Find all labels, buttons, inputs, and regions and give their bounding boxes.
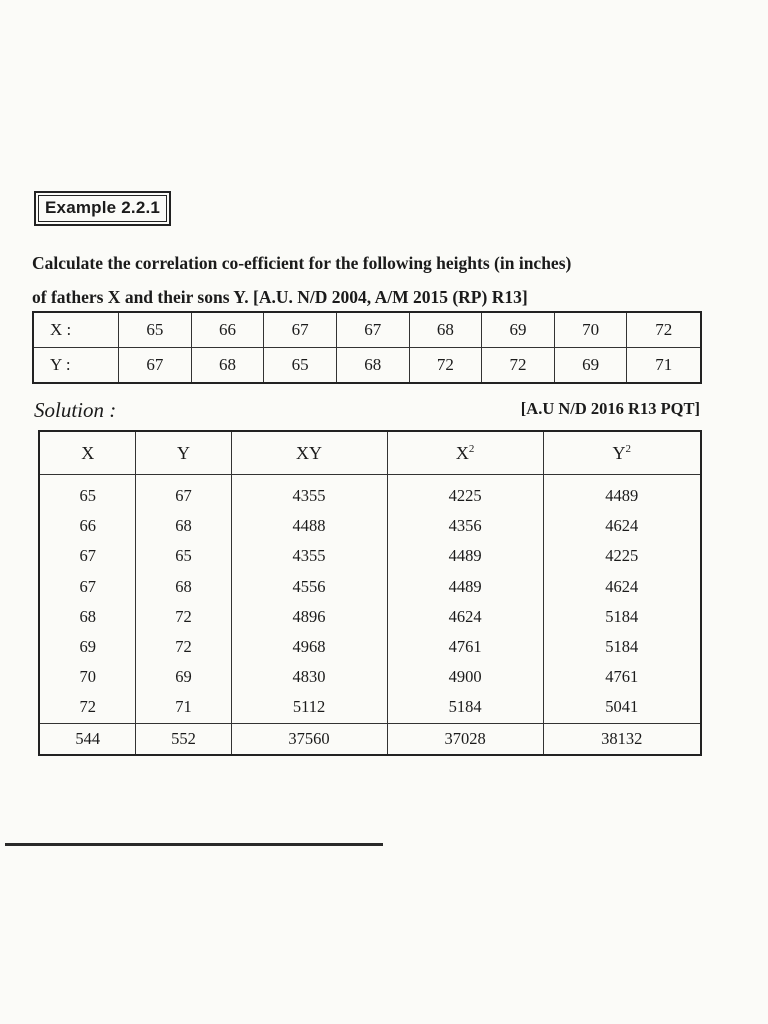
table-cell: 4556 [231,572,387,602]
problem-line-2: of fathers X and their sons Y. [A.U. N/D 2004, A/M 2015 (RP) R13] [32,287,528,307]
total-cell: 38132 [543,723,701,755]
table-cell: 67 [39,541,136,571]
table-cell: 4489 [387,541,543,571]
total-cell: 552 [136,723,231,755]
header-row [39,431,701,475]
data-row-y [33,348,701,384]
table-cell: 72 [136,632,231,662]
total-cell: 544 [39,723,136,755]
table-cell: 4896 [231,602,387,632]
column-header-x: X [39,431,136,475]
table-row [39,541,701,571]
data-cell: 69 [554,348,627,384]
calc-table-body [39,475,701,724]
column-header-xy: XY [231,431,387,475]
table-cell: 4830 [231,662,387,692]
example-label: Example 2.2.1 [38,195,167,222]
table-cell: 4900 [387,662,543,692]
table-cell: 69 [39,632,136,662]
table-cell: 5041 [543,692,701,723]
table-cell: 4488 [231,511,387,541]
solution-reference: [A.U N/D 2016 R13 PQT] [520,399,700,418]
table-cell: 68 [136,572,231,602]
total-cell: 37560 [231,723,387,755]
data-cell: 68 [409,312,482,348]
data-cell: 68 [336,348,409,384]
data-cell: 67 [264,312,337,348]
table-cell: 4355 [231,475,387,512]
table-cell: 4225 [543,541,701,571]
column-header-y-squared: $Y^2$ [543,431,701,475]
data-row-x [33,312,701,348]
table-cell: 69 [136,662,231,692]
heights-data-table [32,311,702,384]
table-cell: 67 [136,475,231,512]
row-label: Y : [33,348,119,384]
table-cell: 65 [136,541,231,571]
data-cell: 72 [627,312,701,348]
table-row [39,511,701,541]
data-cell: 65 [119,312,192,348]
table-cell: 4761 [543,662,701,692]
table-cell: 65 [39,475,136,512]
table-cell: 71 [136,692,231,723]
table-cell: 67 [39,572,136,602]
data-cell: 68 [191,348,264,384]
table-cell: 4489 [387,572,543,602]
column-header-x-squared: $X^2$ [387,431,543,475]
solution-heading: Solution : [34,398,117,422]
table-cell: 4225 [387,475,543,512]
table-cell: 5184 [543,632,701,662]
table-cell: 4761 [387,632,543,662]
data-cell: 69 [482,312,555,348]
problem-statement [32,246,712,314]
table-cell: 5184 [543,602,701,632]
data-cell: 71 [627,348,701,384]
table-row [39,572,701,602]
table-cell: 4356 [387,511,543,541]
calculation-table [38,430,702,756]
example-label-box [34,191,171,226]
table-row [39,632,701,662]
table-cell: 4489 [543,475,701,512]
table-cell: 4968 [231,632,387,662]
data-cell: 72 [482,348,555,384]
problem-line-1: Calculate the correlation co-efficient for the following heights (in inches) [32,253,572,273]
total-cell: 37028 [387,723,543,755]
table-cell: 66 [39,511,136,541]
table-cell: 5112 [231,692,387,723]
row-label: X : [33,312,119,348]
table-cell: 4624 [543,572,701,602]
column-header-y: Y [136,431,231,475]
table-cell: 70 [39,662,136,692]
table-cell: 72 [136,602,231,632]
table-row [39,692,701,723]
table-cell: 68 [39,602,136,632]
totals-row [39,723,701,755]
data-cell: 72 [409,348,482,384]
table-cell: 4624 [387,602,543,632]
table-row [39,662,701,692]
table-cell: 72 [39,692,136,723]
table-row [39,602,701,632]
page-edge-rule [5,843,383,846]
table-row [39,475,701,512]
data-cell: 70 [554,312,627,348]
table-cell: 68 [136,511,231,541]
table-cell: 4355 [231,541,387,571]
data-cell: 66 [191,312,264,348]
data-cell: 67 [119,348,192,384]
table-cell: 5184 [387,692,543,723]
table-cell: 4624 [543,511,701,541]
data-cell: 65 [264,348,337,384]
data-cell: 67 [336,312,409,348]
